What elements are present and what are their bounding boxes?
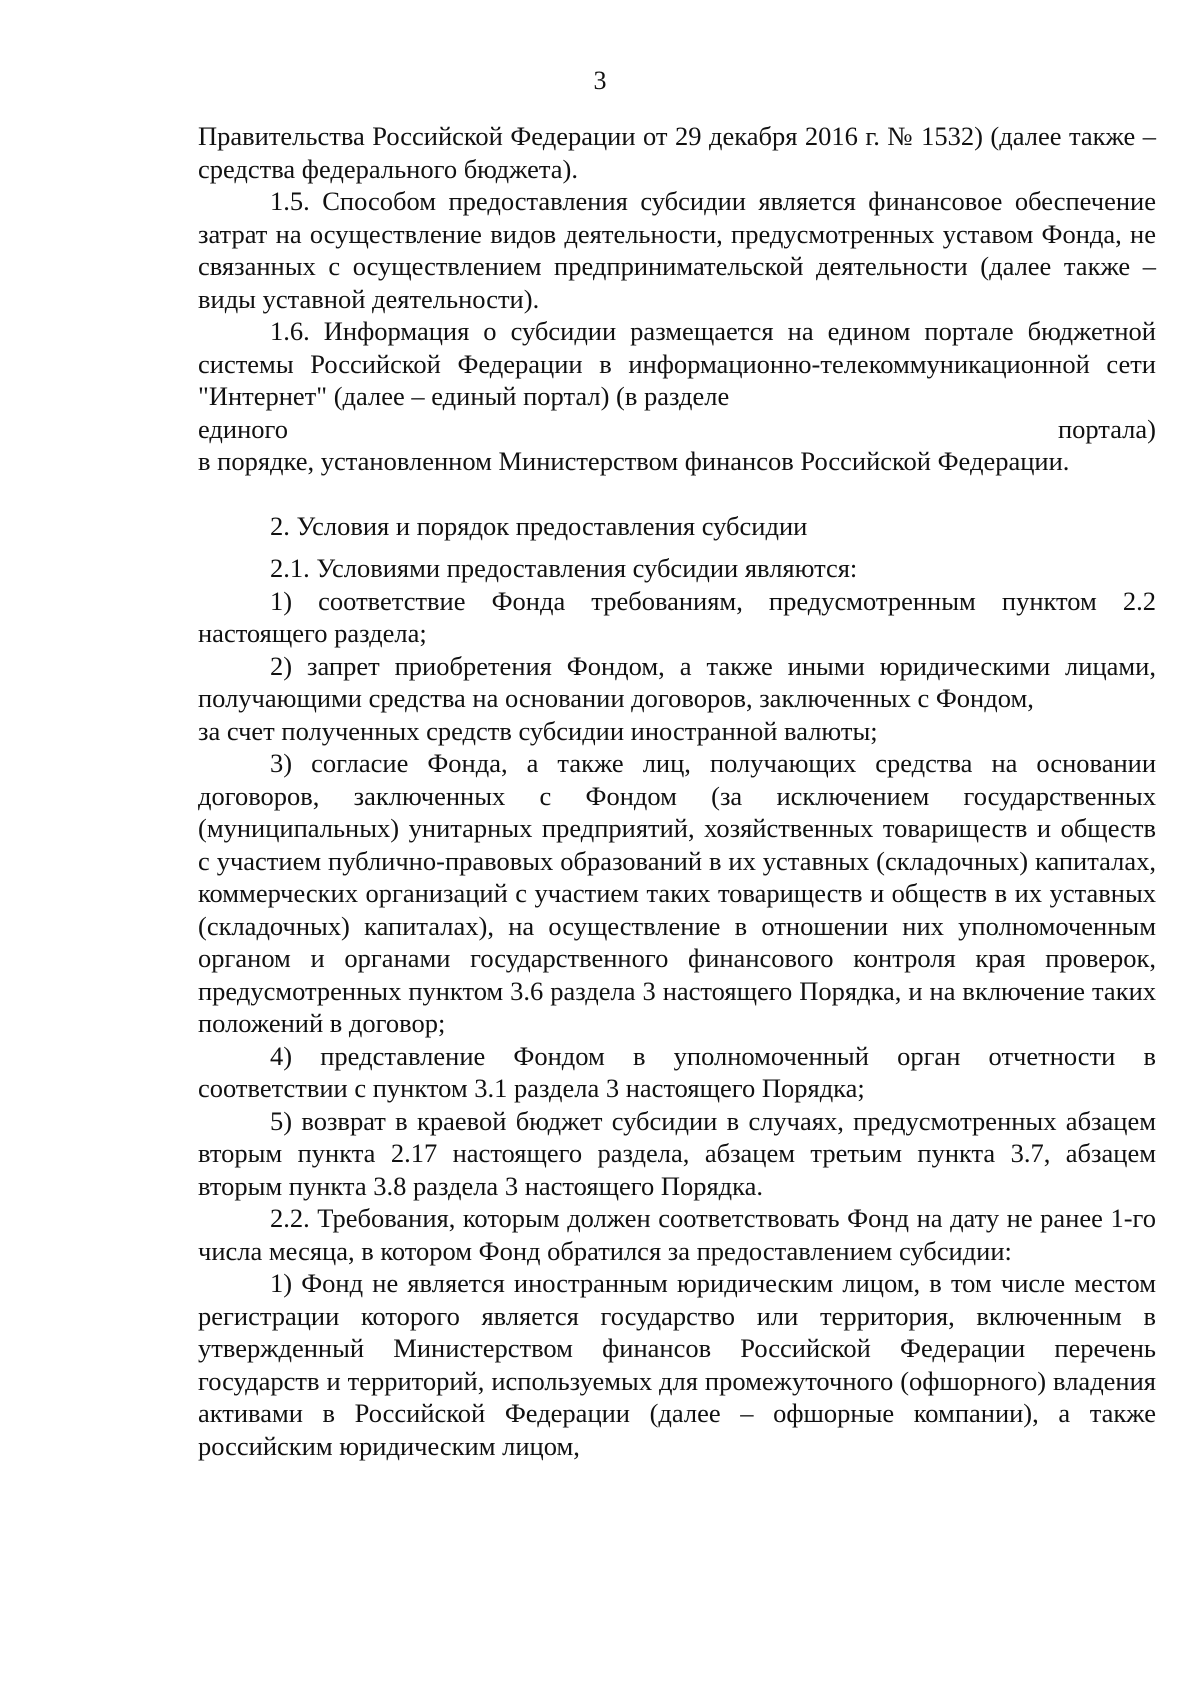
condition-item-2-tail: за счет полученных средств субсидии иностранной валюты; — [198, 715, 878, 746]
document-body — [198, 120, 1156, 1462]
condition-item-1: 1) соответствие Фонда требованиям, предусмотренным пунктом 2.2 настоящего раздела; — [198, 585, 1156, 648]
spread-word-right: портала) — [1057, 413, 1156, 444]
paragraph-1-6-spread-line — [198, 413, 1156, 446]
paragraph-2-2: 2.2. Требования, которым должен соответствовать Фонд на дату не ранее 1-го числа месяца, в котором Фонд обратился за предоставлением субсидии: — [198, 1203, 1156, 1266]
section-heading-2: 2. Условия и порядок предоставления субсидии — [270, 510, 808, 541]
requirement-item-1: 1) Фонд не является иностранным юридическим лицом, в том числе местом регистрации которого является государство или территория, включенным в утвержденный Министерством финансов Российской Федерации перечень государств и территорий, используемых для промежуточного (офшорного) владения активами в Российской Федерации (далее – офшорные компании), а также российским юридическим лицом, — [198, 1268, 1156, 1461]
page-number: 3 — [593, 66, 607, 95]
condition-item-2: 2) запрет приобретения Фондом, а также иными юридическими лицами, получающими средства на основании договоров, заключенных с Фондом, — [198, 650, 1156, 713]
condition-item-5: 5) возврат в краевой бюджет субсидии в случаях, предусмотренных абзацем вторым пункта 2.17 настоящего раздела, абзацем третьим пункта 3.7, абзацем вторым пункта 3.8 раздела 3 настоящего Порядка. — [198, 1105, 1156, 1201]
paragraph-continuation: Правительства Российской Федерации от 29 декабря 2016 г. № 1532) (далее также – средства федерального бюджета). — [198, 121, 1156, 184]
condition-item-4: 4) представление Фондом в уполномоченный орган отчетности в соответствии с пунктом 3.1 раздела 3 настоящего Порядка; — [198, 1040, 1156, 1103]
condition-item-3: 3) согласие Фонда, а также лиц, получающих средства на основании договоров, заключенных с Фондом (за исключением государственных (муниципальных) унитарных предприятий, хозяйственных товариществ и обществ с участием публично-правовых образований в их уставных (складочных) капиталах, коммерческих организаций с участием таких товариществ и обществ в их уставных (складочных) капиталах), на осуществление в отношении них уполномоченным органом и органами государственного финансового контроля края проверок, предусмотренных пунктом 3.6 раздела 3 настоящего Порядка, и на включение таких положений в договор; — [198, 748, 1156, 1038]
paragraph-1-6: 1.6. Информация о субсидии размещается на едином портале бюджетной системы Российской Федерации в информационно-телекоммуникационной сети "Интернет" (далее – единый портал) (в разделе — [198, 316, 1156, 411]
paragraph-2-1: 2.1. Условиями предоставления субсидии являются: — [270, 553, 858, 583]
paragraph-1-6-tail: в порядке, установленном Министерством финансов Российской Федерации. — [198, 446, 1070, 476]
spread-word-left: единого — [198, 413, 288, 444]
paragraph-1-5: 1.5. Способом предоставления субсидии является финансовое обеспечение затрат на осуществление видов деятельности, предусмотренных уставом Фонда, не связанных с осуществлением предпринимательской деятельности (далее также – виды уставной деятельности). — [198, 186, 1156, 314]
